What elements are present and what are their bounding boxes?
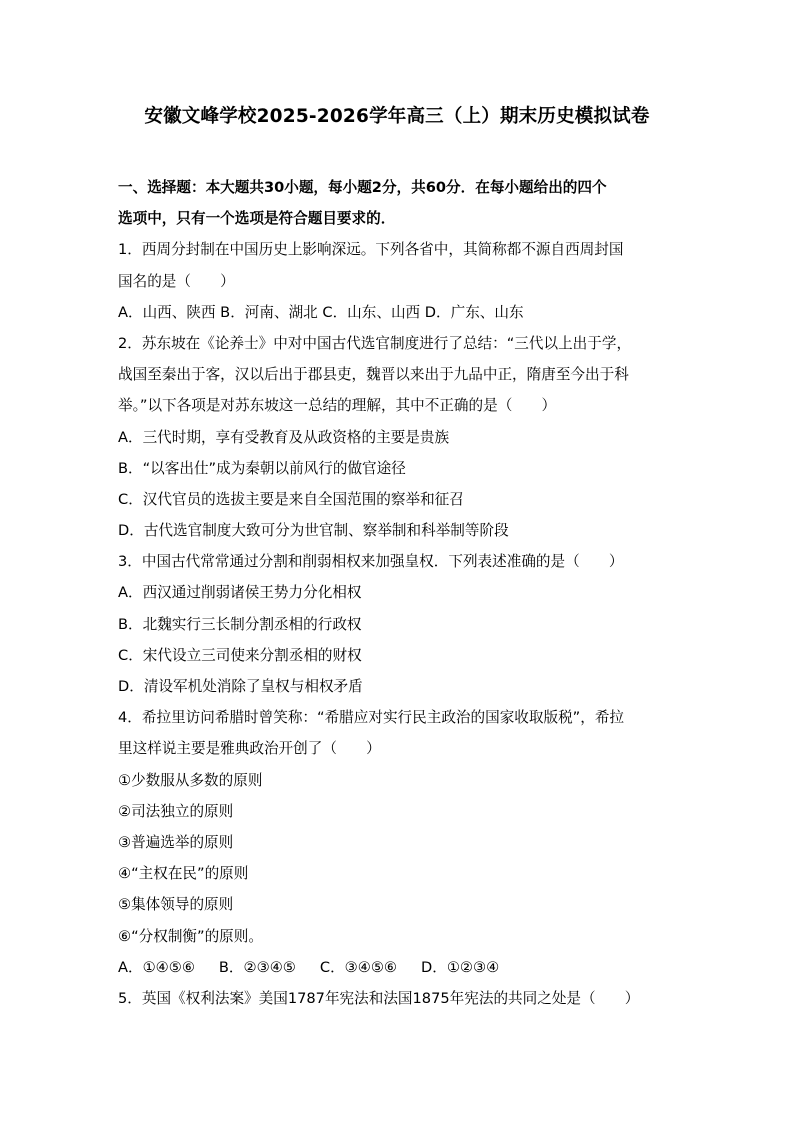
option-a: A．三代时期，享有受教育及从政资格的主要是贵族	[118, 428, 450, 446]
question-1	[118, 234, 678, 328]
option-d: D．清设军机处消除了皇权与相权矛盾	[118, 678, 363, 695]
option-d: D．古代选官制度大致可分为世官制、察举制和科举制等阶段	[118, 522, 509, 540]
statement-item: ④“主权在民”的原则	[118, 865, 249, 883]
question-options	[118, 952, 678, 983]
statement-item: ③普遍选举的原则	[118, 833, 234, 851]
option-b: B．②③④⑤	[218, 958, 296, 976]
question-stem: 4．希拉里访问希腊时曾笑称：“希腊应对实行民主政治的国家收取版税”，希拉	[118, 709, 625, 727]
exam-content	[118, 172, 678, 1014]
statement-item: ②司法独立的原则	[118, 802, 234, 820]
question-stem: 举。”以下各项是对苏东坡这一总结的理解，其中不正确的是（ ）	[118, 397, 557, 415]
question-stem: 里这样说主要是雅典政治开创了（ ）	[118, 740, 381, 758]
statement-item: ⑤集体领导的原则	[118, 896, 234, 914]
question-stem: 5．英国《权利法案》美国1787年宪法和法国1875年宪法的共同之处是（ ）	[118, 989, 640, 1007]
option-a: A．①④⑤⑥	[118, 958, 195, 976]
option-c: C．③④⑤⑥	[319, 958, 397, 976]
section-heading: 一、选择题：本大题共30小题，每小题2分，共60分．在每小题给出的四个	[118, 179, 607, 196]
question-3	[118, 546, 678, 702]
statement-item: ①少数服从多数的原则	[118, 771, 263, 789]
question-stem: 2．苏东坡在《论养士》中对中国古代选官制度进行了总结：“三代以上出于学，	[118, 334, 632, 352]
option-c: C．汉代官员的选拔主要是来自全国范围的察举和征召	[118, 490, 464, 508]
option-d: D．①②③④	[421, 958, 500, 976]
option-b: B．北魏实行三长制分割丞相的行政权	[118, 615, 362, 633]
section-heading-cont: 选项中，只有一个选项是符合题目要求的．	[118, 210, 396, 228]
question-2	[118, 328, 678, 546]
question-4	[118, 702, 678, 983]
question-stem: 3．中国古代常常通过分割和削弱相权来加强皇权．下列表述准确的是（ ）	[118, 553, 624, 571]
page-title: 安徽文峰学校2025-2026学年高三（上）期末历史模拟试卷	[144, 106, 650, 127]
question-stem: 国名的是（ ）	[118, 272, 235, 290]
option-b: B．“以客出仕”成为秦朝以前风行的做官途径	[118, 459, 406, 477]
question-stem: 1．西周分封制在中国历史上影响深远。下列各省中，其简称都不源自西周封国	[118, 241, 624, 259]
question-stem: 战国至秦出于客，汉以后出于郡县吏，魏晋以来出于九品中正，隋唐至今出于科	[118, 366, 629, 384]
statement-item: ⑥“分权制衡”的原则。	[118, 927, 263, 945]
question-5	[118, 983, 678, 1014]
option-c: C．宋代设立三司使来分割丞相的财权	[118, 646, 362, 664]
question-options: A．山西、陕西 B．河南、湖北 C．山东、山西 D．广东、山东	[118, 303, 524, 321]
option-a: A．西汉通过削弱诸侯王势力分化相权	[118, 584, 362, 602]
